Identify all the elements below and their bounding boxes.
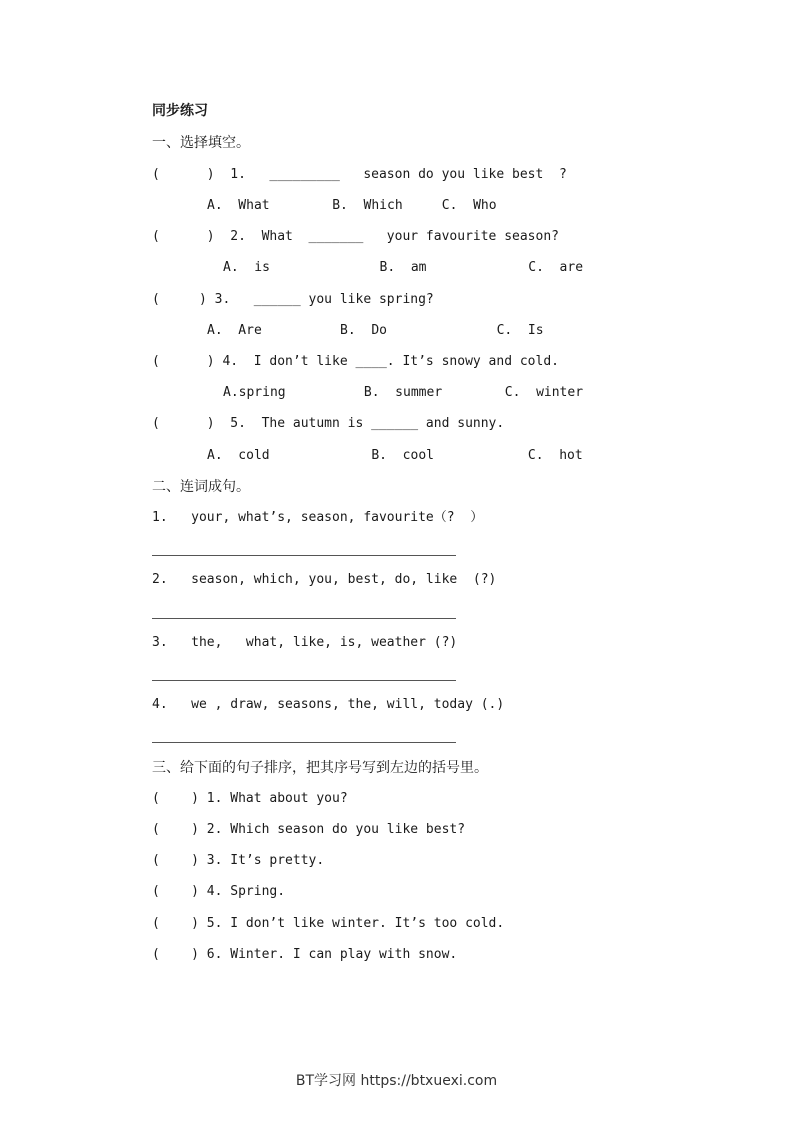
section1-heading: 一、选择填空。 bbox=[152, 135, 250, 151]
page-title: 同步练习 bbox=[152, 103, 208, 119]
answer-line-1 bbox=[152, 555, 456, 556]
sentence-item-4: 4. we , draw, seasons, the, will, today (.) bbox=[152, 697, 505, 712]
answer-line-3 bbox=[152, 680, 456, 681]
sentence-item-1: 1. your, what’s, season, favourite（? ） bbox=[152, 510, 484, 525]
sentence-item-3: 3. the, what, like, is, weather (?) bbox=[152, 635, 458, 650]
order-item-2: ( ) 2. Which season do you like best? bbox=[152, 822, 466, 837]
answer-line-2 bbox=[152, 618, 456, 619]
question-4: ( ) 4. I don’t like ____. It’s snowy and cold. bbox=[152, 354, 559, 369]
question-2: ( ) 2. What _______ your favourite season? bbox=[152, 229, 559, 244]
section2-heading: 二、连词成句。 bbox=[152, 479, 250, 495]
answer-line-4 bbox=[152, 742, 456, 743]
footer-watermark: BT学习网 https://btxuexi.com bbox=[295, 1073, 498, 1089]
question-5-options: A. cold B. cool C. hot bbox=[207, 448, 583, 463]
question-1-options: A. What B. Which C. Who bbox=[207, 198, 497, 213]
question-2-options: A. is B. am C. are bbox=[223, 260, 584, 275]
question-3: ( ) 3. ______ you like spring? bbox=[152, 292, 434, 307]
order-item-5: ( ) 5. I don’t like winter. It’s too cold. bbox=[152, 916, 505, 931]
sentence-item-2: 2. season, which, you, best, do, like (?) bbox=[152, 572, 497, 587]
question-3-options: A. Are B. Do C. Is bbox=[207, 323, 544, 338]
question-1: ( ) 1. _________ season do you like best ? bbox=[152, 167, 567, 182]
order-item-4: ( ) 4. Spring. bbox=[152, 884, 286, 899]
question-5: ( ) 5. The autumn is ______ and sunny. bbox=[152, 416, 505, 431]
section3-heading: 三、给下面的句子排序，把其序号写到左边的括号里。 bbox=[152, 760, 488, 776]
order-item-3: ( ) 3. It’s pretty. bbox=[152, 853, 325, 868]
order-item-6: ( ) 6. Winter. I can play with snow. bbox=[152, 947, 458, 962]
question-4-options: A.spring B. summer C. winter bbox=[223, 385, 584, 400]
order-item-1: ( ) 1. What about you? bbox=[152, 791, 348, 806]
